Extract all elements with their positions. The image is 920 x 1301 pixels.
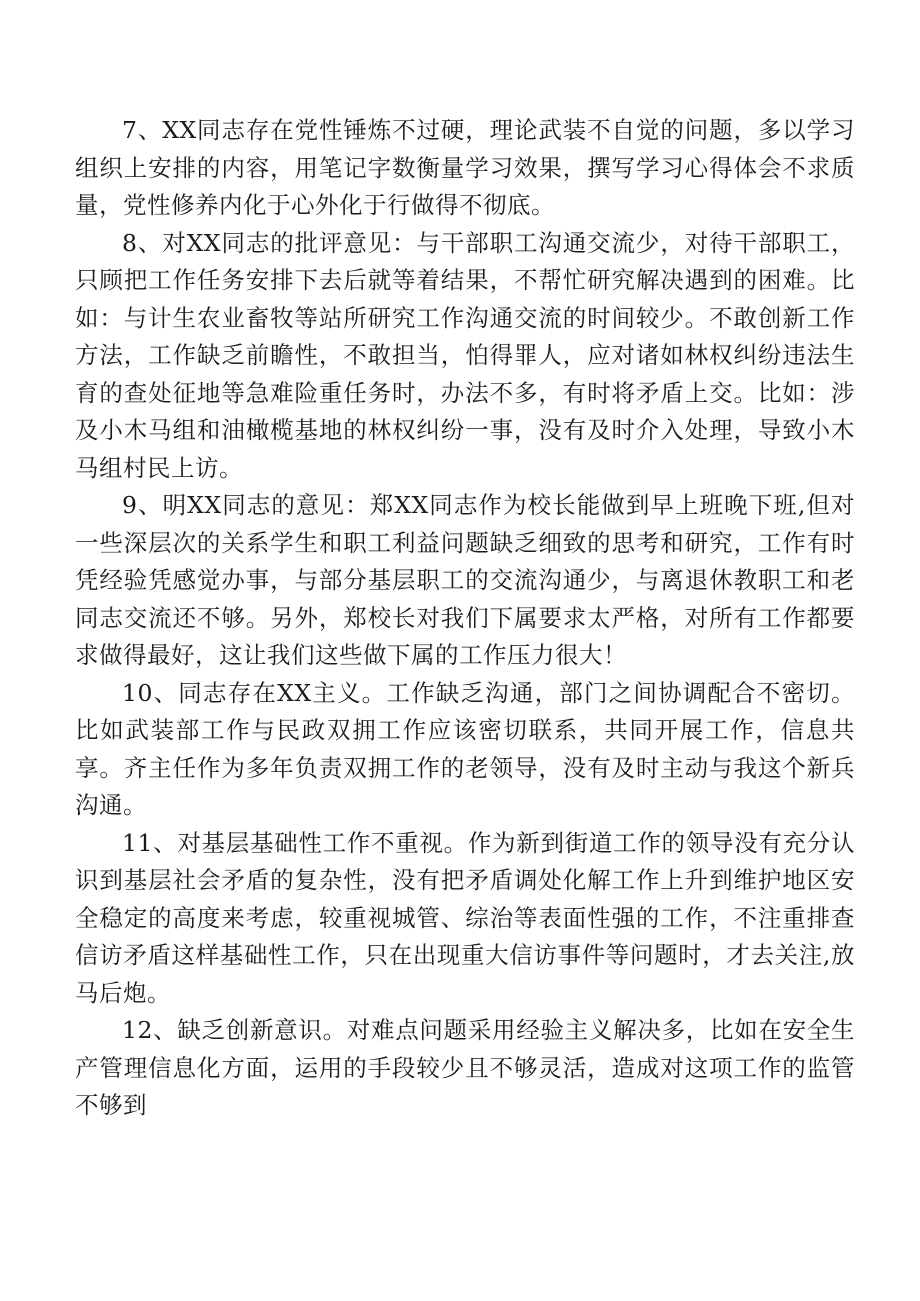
paragraph-12: 12、缺乏创新意识。对难点问题采用经验主义解决多，比如在安全生产管理信息化方面，运用的手段较少且不够灵活，造成对这项工作的监管不够到 <box>75 1016 855 1119</box>
paragraph-8: 8、对XX同志的批评意见：与干部职工沟通交流少，对待干部职工，只顾把工作任务安排下去后就等着结果，不帮忙研究解决遇到的困难。比如：与计生农业畜牧等站所研究工作沟通交流的时间较少。不敢创新工作方法，工作缺乏前瞻性，不敢担当，怕得罪人，应对诸如林权纠纷违法生育的查处征地等急难险重任务时，办法不多，有时将矛盾上交。比如：涉及小木马组和油橄榄基地的林权纠纷一事，没有及时介入处理，导致小木马组村民上访。 <box>75 228 855 482</box>
paragraph-9: 9、明XX同志的意见：郑XX同志作为校长能做到早上班晚下班,但对一些深层次的关系学生和职工利益问题缺乏细致的思考和研究，工作有时凭经验凭感觉办事，与部分基层职工的交流沟通少，与离退休教职工和老同志交流还不够。另外，郑校长对我们下属要求太严格，对所有工作都要求做得最好，这让我们这些做下属的工作压力很大！ <box>75 491 855 669</box>
paragraph-7: 7、XX同志存在党性锤炼不过硬，理论武装不自觉的问题，多以学习组织上安排的内容，用笔记字数衡量学习效果，撰写学习心得体会不求质量，党性修养内化于心外化于行做得不彻底。 <box>75 116 855 219</box>
paragraph-10: 10、同志存在XX主义。工作缺乏沟通，部门之间协调配合不密切。比如武装部工作与民政双拥工作应该密切联系，共同开展工作，信息共享。齐主任作为多年负责双拥工作的老领导，没有及时主动与我这个新兵沟通。 <box>75 678 855 819</box>
document-body <box>75 112 855 1125</box>
paragraph-11: 11、对基层基础性工作不重视。作为新到街道工作的领导没有充分认识到基层社会矛盾的复杂性，没有把矛盾调处化解工作上升到维护地区安全稳定的高度来考虑，较重视城管、综治等表面性强的工作，不注重排查信访矛盾这样基础性工作，只在出现重大信访事件等问题时，才去关注,放马后炮。 <box>75 828 855 1007</box>
